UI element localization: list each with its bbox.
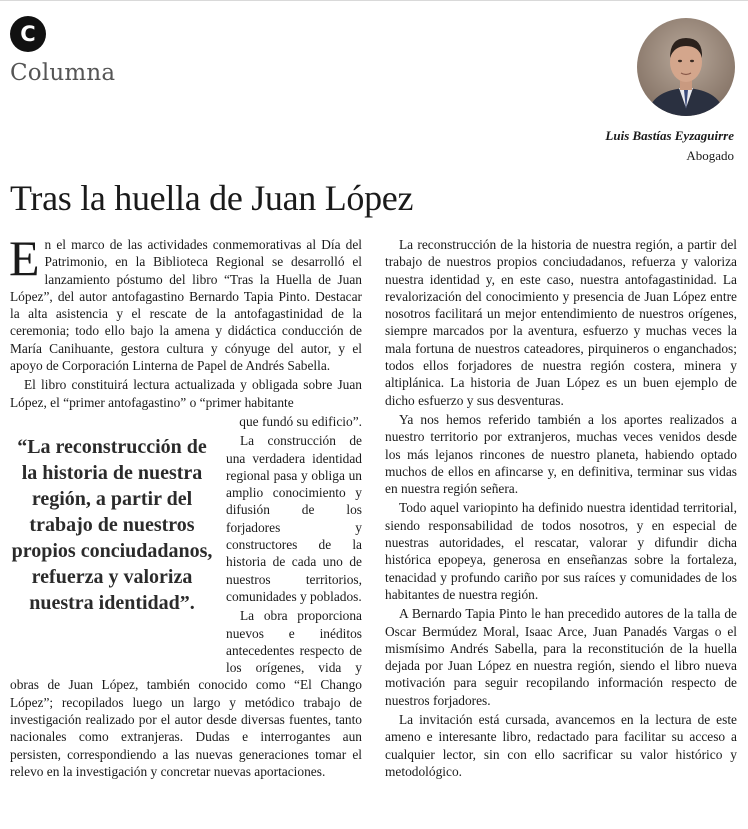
section-label: Columna xyxy=(10,60,116,86)
article-paragraph: El libro constituirá lectura actualizada y obligada sobre Juan López, el “primer antofagastino” o “primer habitante xyxy=(10,377,362,410)
article-paragraph-end: que fundó su edificio”. xyxy=(239,413,362,429)
article-paragraph: Ya nos hemos referido también a los aportes realizados a nuestro territorio por extranjeros, muchas veces venidos desde los más lejanos rincones de nuestro planeta, habiendo optado muchos de ellos en afincarse y, en definitiva, terminar sus vidas en nuestra región señera. xyxy=(385,411,737,497)
author-photo xyxy=(637,18,735,116)
article-paragraph: A Bernardo Tapia Pinto le han precedido autores de la talla de Oscar Bermúdez Moral, Isaac Arce, Juan Panadés Vargas o el mismísimo Andrés Sabella, para la reconstitución de la huella dejada por Juan López en nuestra región, siendo el libro nueva motivación para seguir recopilando información respecto de nuestros forjadores. xyxy=(385,606,737,708)
article-column-right xyxy=(385,236,737,782)
article-paragraph: La construcción de una verdadera identidad regional pasa y obliga un amplio conocimiento y difusión de los forjadores y constructores de la historia de cada uno de nuestros territorios, comunidades y poblados. xyxy=(226,433,362,604)
article-paragraph: La reconstrucción de la historia de nuestra región, a partir del trabajo de nuestros propios conciudadanos, refuerza y valoriza nuestra identidad y, en este caso, nuestra antofagastinidad. La revalorización del conocimiento y presencia de Juan López entre nosotros facilitará un mejor entendimiento de nuestros orígenes, siempre marcados por la aventura, esfuerzo y muchas veces la mala fortuna de nuestros cateadores, pirquineros o enganchados; todos ellos forjadores de nuestra región costera, minera y altiplánica. La historia de Juan López es un buen ejemplo de dicho esfuerzo y sus desventuras. xyxy=(385,237,737,408)
article-paragraph: Todo aquel variopinto ha definido nuestra identidad territorial, siendo responsabilidad de todos nosotros, y en especial de nuestras autoridades, el rescatar, valorar y difundir dicha histórica epopeya, generosa en enseñanzas sobre la fortaleza, tenacidad y profundo cariño por sus raíces y comunidades de los habitantes de nuestra región. xyxy=(385,500,737,602)
article-headline: Tras la huella de Juan López xyxy=(10,178,414,218)
article-paragraph: La obra proporciona nuevos e inéditos antecedentes respecto de los orígenes, vida y obras de Juan López, también conocido como “El Chango López”; recopilados luego un largo y metódico trabajo de investigación realizado por el autor desde diversas fuentes, tanto nacionales como extranjeras. Dudas e interrogantes aun persisten, correspondiendo a las nuevas generaciones tomar el relevo en la investigación y concretar nuevas aportaciones. xyxy=(10,608,362,779)
drop-cap: E xyxy=(9,230,40,286)
article-column-left xyxy=(9,230,362,806)
author-role: Abogado xyxy=(686,148,734,163)
article-paragraph: La invitación está cursada, avancemos en la lectura de este ameno e interesante libro, redactado para facilitar su acceso a cualquier lector, sin con ello sacrificar su valor histórico y metodológico. xyxy=(385,712,737,779)
top-rule xyxy=(0,0,748,1)
pull-quote: “La reconstrucción de la historia de nuestra región, a partir del trabajo de nuestros propios conciudadanos, refuerza y valoriza nuestra identidad”. xyxy=(11,436,213,615)
section-badge: C xyxy=(10,16,46,52)
article-paragraph: En el marco de las actividades conmemorativas al Día del Patrimonio, en la Biblioteca Regional se desarrolló el lanzamiento póstumo del libro “Tras la Huella de Juan López”, del autor antofagastino Bernardo Tapia Pinto. Destacar la alta asistencia y el rescate de la antofagastinidad de la ceremonia; todo ello bajo la amena y didáctica conducción de María Canihuante, gestora cultura y cónyuge del autor, y el apoyo de Corporación Linterna de Papel de Andrés Sabella. xyxy=(9,230,362,374)
author-name: Luis Bastías Eyzaguirre xyxy=(605,128,734,143)
